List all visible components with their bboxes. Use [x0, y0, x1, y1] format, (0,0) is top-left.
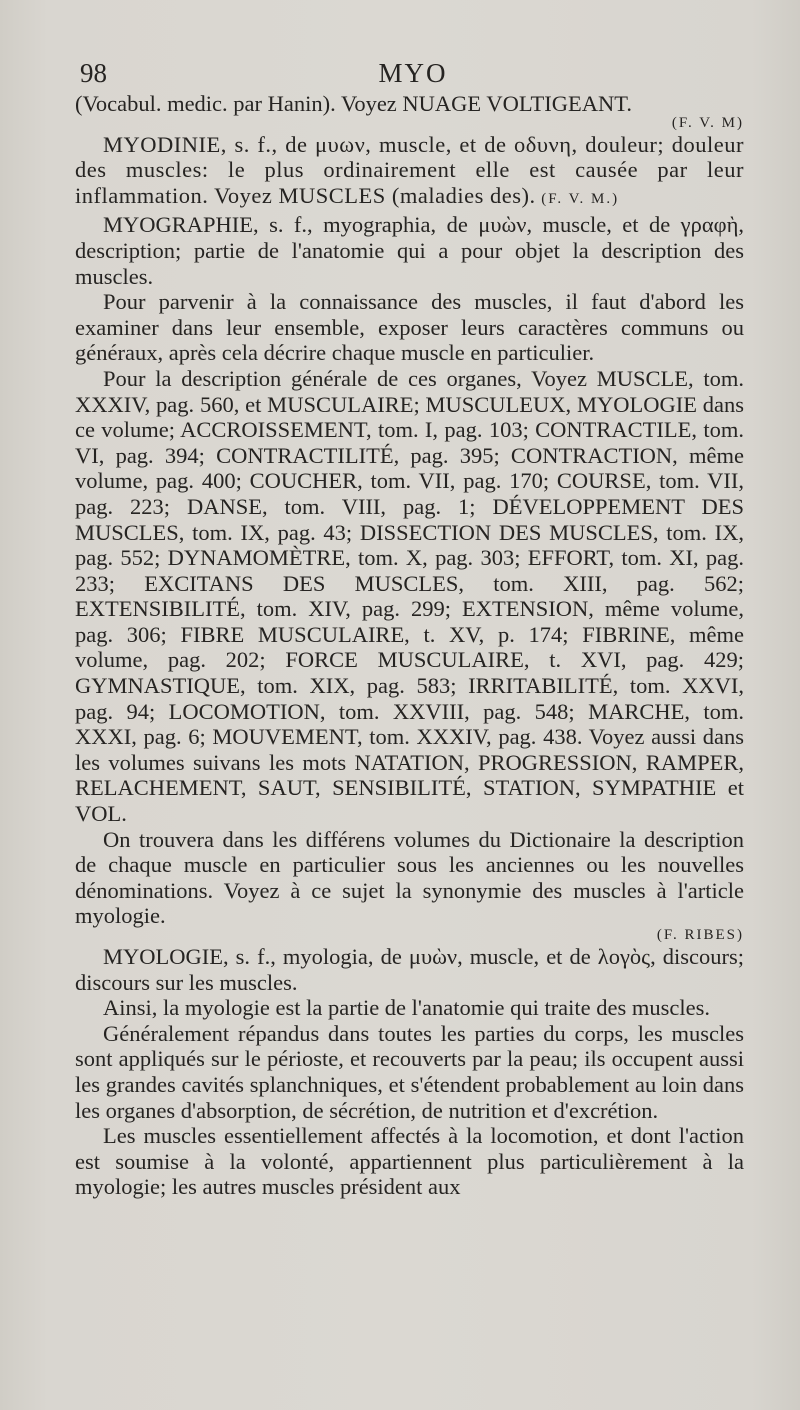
- paragraph-references: Pour la description générale de ces organes, Voyez MUSCLE, tom. XXXIV, pag. 560, et MUSCULAIRE; MUSCULEUX, MYOLOGIE dans ce volume; ACCROISSEMENT, tom. I, pag. 103; CONTRACTILE, tom. VI, pag. 394; CONTRACTILITÉ, pag. 395; CONTRACTION, même volume, pag. 400; COUCHER, tom. VII, pag. 170; COURSE, tom. VII, pag. 223; DANSE, tom. VIII, pag. 1; DÉVELOPPEMENT DES MUSCLES, tom. IX, pag. 43; DISSECTION DES MUSCLES, tom. IX, pag. 552; DYNAMOMÈTRE, tom. X, pag. 303; EFFORT, tom. XI, pag. 233; EXCITANS DES MUSCLES, tom. XIII, pag. 562; EXTENSIBILITÉ, tom. XIV, pag. 299; EXTENSION, même volume, pag. 306; FIBRE MUSCULAIRE, t. XV, p. 174; FIBRINE, même volume, pag. 202; FORCE MUSCULAIRE, t. XVI, pag. 429; GYMNASTIQUE, tom. XIX, pag. 583; IRRITABILITÉ, tom. XXVI, pag. 94; LOCOMOTION, tom. XXVIII, pag. 548; MARCHE, tom. XXXI, pag. 6; MOUVEMENT, tom. XXXIV, pag. 438. Voyez aussi dans les volumes suivans les mots NATATION, PROGRESSION, RAMPER, RELACHEMENT, SAUT, SENSIBILITÉ, STATION, SYMPATHIE et VOL.: [75, 365, 744, 827]
- paragraph: Généralement répandus dans toutes les parties du corps, les muscles sont appliqués sur le périoste, et recouverts par la peau; ils occupent aussi les grandes cavités splanchniques, et s'étendent probablement au loin dans les organes d'absorption, de sécrétion, de nutrition et d'excrétion.: [75, 1020, 744, 1123]
- author-signature: (F. V. M): [671, 114, 744, 131]
- page-number: 98: [80, 58, 107, 88]
- author-signature: (F. RIBES): [656, 927, 744, 943]
- paragraph: Pour parvenir à la connaissance des muscles, il faut d'abord les examiner dans leur ensemble, exposer leurs caractères communs ou généraux, après cela décrire chaque muscle en particulier.: [75, 289, 744, 366]
- paragraph: Ainsi, la myologie est la partie de l'anatomie qui traite des muscles.: [103, 995, 711, 1021]
- author-signature: (F. V. M.): [541, 190, 620, 207]
- entry-myodinie: [75, 132, 744, 213]
- continued-paragraph: (Vocabul. medic. par Hanin). Voyez NUAGE VOLTIGEANT.: [75, 91, 632, 116]
- running-head: MYO: [378, 58, 448, 88]
- page-body: [75, 91, 744, 1200]
- entry-myodinie-text: MYODINIE, s. f., de μυων, muscle, et de οδυνη, douleur; douleur des muscles: le plus ordinairement elle est causée par leur inflammation. Voyez MUSCLES (maladies des).: [75, 131, 744, 208]
- paragraph: On trouvera dans les différens volumes du Dictionaire la description de chaque muscle en particulier sous les anciennes ou les nouvelles dénominations. Voyez à ce sujet la synonymie des muscles à l'article myologie.: [75, 826, 744, 929]
- page-header: [78, 54, 748, 94]
- entry-myographie: MYOGRAPHIE, s. f., myographia, de μυὼν, muscle, et de γραφὴ, description; partie de l'anatomie qui a pour objet la description des muscles.: [75, 212, 744, 289]
- paragraph: Les muscles essentiellement affectés à la locomotion, et dont l'action est soumise à la volonté, appartiennent plus particulièrement à la myologie; les autres muscles président aux: [75, 1123, 744, 1200]
- entry-myologie: MYOLOGIE, s. f., myologia, de μυὼν, muscle, et de λογὸς, discours; discours sur les muscles.: [75, 944, 744, 995]
